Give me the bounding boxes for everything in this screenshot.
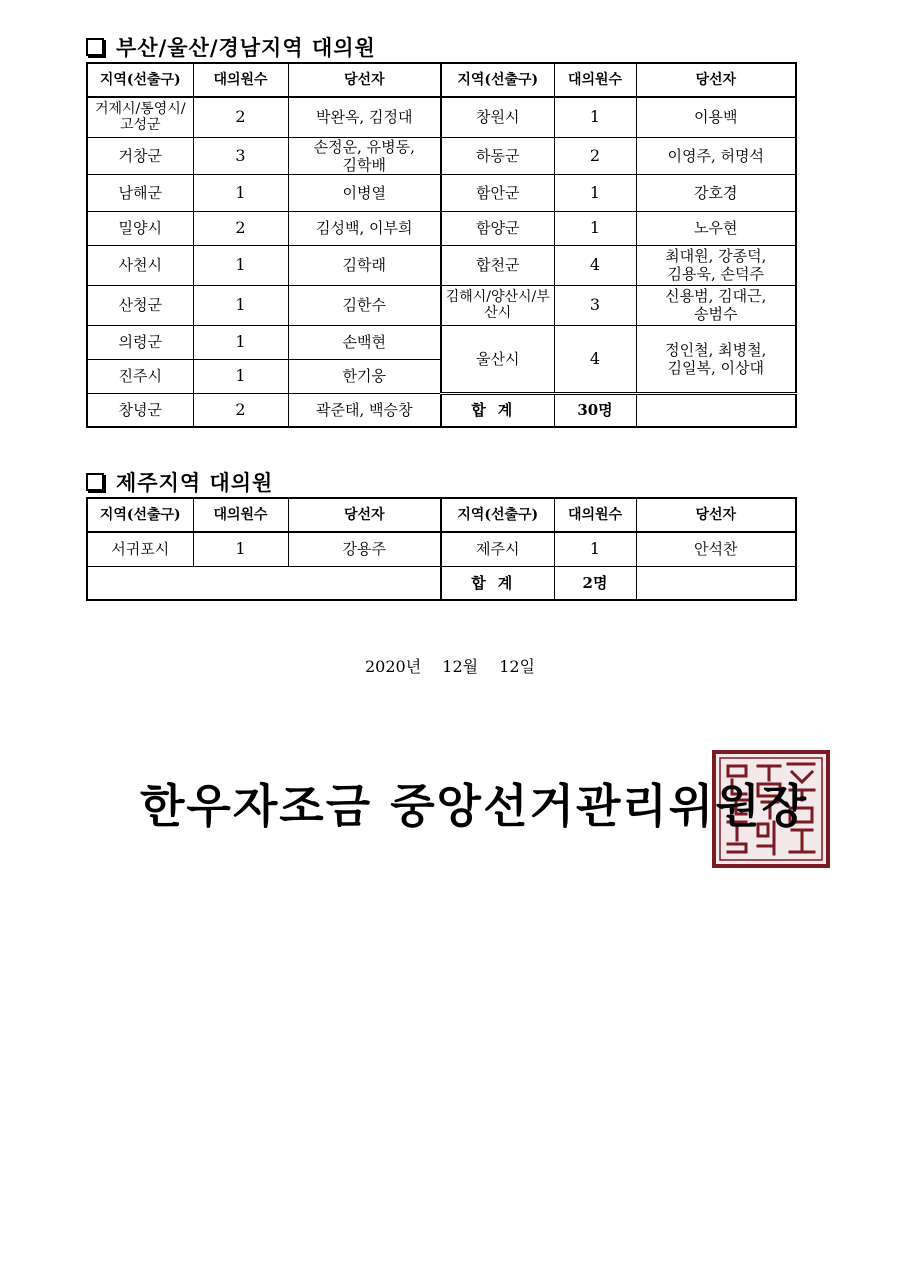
table-row [87, 174, 796, 211]
table-row [87, 137, 796, 174]
region-cell: 진주시 [87, 359, 193, 393]
table-row [87, 532, 796, 566]
header-elected: 당선자 [288, 498, 441, 532]
busan-delegates-table [86, 62, 797, 428]
region-cell: 제주시 [441, 532, 554, 566]
count-cell: 4 [554, 325, 636, 393]
count-cell: 1 [193, 245, 288, 285]
date-day: 12일 [499, 657, 536, 676]
elected-cell: 곽준태, 백승창 [288, 393, 441, 427]
count-cell: 1 [193, 325, 288, 359]
region-cell: 거제시/통영시/고성군 [87, 97, 193, 137]
count-cell: 1 [554, 211, 636, 245]
table-header-row [87, 498, 796, 532]
elected-cell: 강용주 [288, 532, 441, 566]
header-count: 대의원수 [554, 63, 636, 97]
section-title-busan: 부산/울산/경남지역 대의원 [86, 32, 376, 62]
count-cell: 1 [193, 174, 288, 211]
table-row [87, 285, 796, 325]
count-cell: 4 [554, 245, 636, 285]
table-row [87, 245, 796, 285]
count-cell: 2 [554, 137, 636, 174]
region-cell: 산청군 [87, 285, 193, 325]
checkbox-square-icon [86, 38, 104, 56]
count-cell: 2 [193, 211, 288, 245]
header-elected: 당선자 [288, 63, 441, 97]
region-cell: 하동군 [441, 137, 554, 174]
total-empty-cell [636, 566, 796, 600]
elected-cell: 최대원, 강종덕, 김용욱, 손덕주 [636, 245, 796, 285]
region-cell: 울산시 [441, 325, 554, 393]
section-title-jeju: 제주지역 대의원 [86, 467, 273, 497]
total-empty-cell [87, 566, 441, 600]
region-cell: 창녕군 [87, 393, 193, 427]
elected-cell: 노우현 [636, 211, 796, 245]
header-region: 지역(선출구) [441, 498, 554, 532]
total-value: 2명 [554, 566, 636, 600]
signature-title: 한우자조금 중앙선거관리위원장 [140, 779, 809, 833]
header-region: 지역(선출구) [87, 498, 193, 532]
date-month: 12월 [442, 657, 479, 676]
count-cell: 2 [193, 393, 288, 427]
count-cell: 1 [193, 359, 288, 393]
header-region: 지역(선출구) [87, 63, 193, 97]
checkbox-square-icon [86, 473, 104, 491]
region-cell: 창원시 [441, 97, 554, 137]
region-cell: 함안군 [441, 174, 554, 211]
elected-cell: 김성백, 이부희 [288, 211, 441, 245]
count-cell: 1 [554, 532, 636, 566]
region-cell: 의령군 [87, 325, 193, 359]
count-cell: 1 [193, 285, 288, 325]
elected-cell: 박완옥, 김정대 [288, 97, 441, 137]
table-row [87, 97, 796, 137]
elected-cell: 이용백 [636, 97, 796, 137]
header-count: 대의원수 [554, 498, 636, 532]
total-label: 합계 [441, 566, 554, 600]
date-year: 2020년 [364, 657, 422, 676]
elected-cell: 김학래 [288, 245, 441, 285]
count-cell: 1 [554, 174, 636, 211]
region-cell: 김해시/양산시/부산시 [441, 285, 554, 325]
count-cell: 2 [193, 97, 288, 137]
count-cell: 3 [554, 285, 636, 325]
elected-cell: 안석찬 [636, 532, 796, 566]
elected-cell: 신용범, 김대근, 송범수 [636, 285, 796, 325]
header-elected: 당선자 [636, 63, 796, 97]
header-count: 대의원수 [193, 498, 288, 532]
table-row [87, 325, 796, 359]
jeju-delegates-table [86, 497, 797, 601]
total-label: 합계 [441, 393, 554, 427]
table-row [87, 211, 796, 245]
elected-cell: 정인철, 최병철, 김일복, 이상대 [636, 325, 796, 393]
region-cell: 밀양시 [87, 211, 193, 245]
total-row [87, 566, 796, 600]
elected-cell: 강호경 [636, 174, 796, 211]
region-cell: 합천군 [441, 245, 554, 285]
table-header-row [87, 63, 796, 97]
elected-cell: 손백현 [288, 325, 441, 359]
elected-cell: 손정운, 유병동, 김학배 [288, 137, 441, 174]
header-elected: 당선자 [636, 498, 796, 532]
count-cell: 3 [193, 137, 288, 174]
elected-cell: 김한수 [288, 285, 441, 325]
region-cell: 사천시 [87, 245, 193, 285]
header-region: 지역(선출구) [441, 63, 554, 97]
header-count: 대의원수 [193, 63, 288, 97]
region-cell: 서귀포시 [87, 532, 193, 566]
total-value: 30명 [554, 393, 636, 427]
elected-cell: 이병열 [288, 174, 441, 211]
elected-cell: 이영주, 허명석 [636, 137, 796, 174]
count-cell: 1 [554, 97, 636, 137]
elected-cell: 한기웅 [288, 359, 441, 393]
region-cell: 거창군 [87, 137, 193, 174]
region-cell: 함양군 [441, 211, 554, 245]
region-cell: 남해군 [87, 174, 193, 211]
count-cell: 1 [193, 532, 288, 566]
document-date [0, 654, 900, 677]
table-row [87, 393, 796, 427]
total-empty-cell [636, 393, 796, 427]
